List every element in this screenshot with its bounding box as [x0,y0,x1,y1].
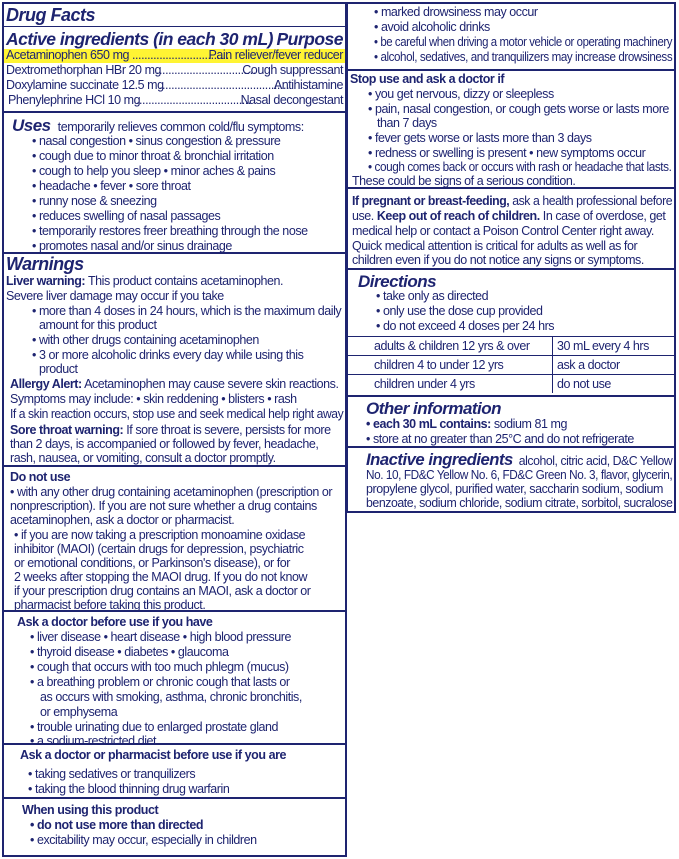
ingredient-purpose: Antihistamine [273,78,343,92]
inactive-heading: Inactive ingredients [366,450,513,469]
uses-item: • nasal congestion • sinus congestion & pressure [32,134,281,148]
when-using-bold-item: • do not use more than directed [30,818,204,832]
liver-warning-line [6,275,283,288]
title-divider [4,26,345,27]
allergy-alert-text: Acetaminophen may cause severe skin reactions. [81,377,339,391]
inactive-line: No. 10, FD&C Yellow No. 6, FD&C Green No. 3, flavor, glycerin, [366,468,673,482]
do-not-use-line: or emotional conditions, or Parkinson's disease), or for [14,556,290,570]
dosage-age: children under 4 yrs [346,375,553,394]
pregnant-section [348,187,674,268]
liver-warning-text: This product contains acetaminophen. [85,274,283,288]
dosage-table [346,336,676,393]
allergy-alert-label: Allergy Alert: [10,377,82,391]
keep-out-label: Keep out of reach of children. [376,209,540,223]
do-not-use-heading: Do not use [10,470,71,484]
liver-bullet: product [39,362,78,376]
do-not-use-line: acetaminophen, ask a doctor or pharmacist. [10,513,235,527]
pregnant-text: use. [352,209,377,223]
ingredient-name: Doxylamine succinate 12.5 mg [6,78,164,92]
uses-section [4,111,345,252]
stop-use-item: • fever gets worse or lasts more than 3 days [368,131,592,145]
do-not-use-line: if your prescription drug contains an MAOI, ask a doctor or [14,584,311,598]
ingredient-row-highlighted [4,49,345,63]
dosage-amount: 30 mL every 4 hrs [553,337,677,356]
stop-use-item: • pain, nasal congestion, or cough gets worse or lasts more [368,102,669,116]
allergy-instruction: If a skin reaction occurs, stop use and seek medical help right away [10,407,344,421]
ask-doctor-item: • trouble urinating due to enlarged prostate gland [30,720,279,734]
liver-warning-line2: Severe liver damage may occur if you take [6,289,224,303]
pregnant-line1 [352,195,672,208]
ask-doctor-item: or emphysema [40,705,118,719]
stop-use-heading: Stop use and ask a doctor if [350,72,505,86]
ask-doctor-item: • cough that occurs with too much phlegm (mucus) [30,660,289,674]
left-column [2,2,347,857]
when-using-heading: When using this product [22,803,159,817]
other-info-label: • each 30 mL contains: [366,417,491,431]
ask-doctor-item: as occurs with smoking, asthma, chronic bronchitis, [40,690,302,704]
uses-item: • reduces swelling of nasal passages [32,209,221,223]
stop-use-footer: These could be signs of a serious condition. [352,174,576,188]
uses-item: • promotes nasal and/or sinus drainage [32,239,232,253]
do-not-use-line: 2 weeks after stopping the MAOI drug. If you do not know [14,570,308,584]
dosage-row [346,375,676,394]
ingredient-name: Phenylephrine HCl 10 mg [8,93,141,107]
leader-dots: ................................. [156,63,256,77]
do-not-use-line: • if you are now taking a prescription monoamine oxidase [14,528,306,542]
stop-use-item: • you get nervous, dizzy or sleepless [368,87,554,101]
when-using-item: • be careful when driving a motor vehicle or operating machinery [374,35,673,49]
when-using-section [4,797,345,855]
do-not-use-section [4,465,345,610]
sore-throat-line [10,424,331,437]
ask-doctor-item: • a sodium-restricted diet [30,734,157,748]
ingredient-purpose: Pain reliever/fever reducer [208,48,343,62]
other-info-heading: Other information [366,399,502,418]
allergy-alert-line [10,378,339,391]
dosage-age: children 4 to under 12 yrs [346,356,553,375]
leader-dots: ................................ [132,48,229,62]
do-not-use-line: pharmacist before taking this product. [14,598,206,612]
when-using-item: • avoid alcoholic drinks [374,20,490,34]
liver-bullet: • more than 4 doses in 24 hours, which is the maximum daily [32,304,342,318]
drug-facts-title: Drug Facts [6,5,96,25]
purpose-heading: Purpose [276,29,343,49]
when-using-item: • excitability may occur, especially in children [30,833,257,847]
when-using-item: • alcohol, sedatives, and tranquilizers may increase drowsiness [374,50,673,64]
pregnant-line2 [352,210,665,223]
ask-pharmacist-item: • taking sedatives or tranquilizers [28,767,196,781]
uses-intro: temporarily relieves common cold/flu symptoms: [57,120,304,134]
ingredient-row [4,64,345,78]
dosage-row [346,356,676,375]
uses-item: • temporarily restores freer breathing through the nose [32,224,308,238]
inactive-line: propylene glycol, purified water, saccharin sodium, sodium [366,482,663,496]
stop-use-item: than 7 days [377,116,437,130]
liver-warning-label: Liver warning: [6,274,86,288]
liver-bullet: • 3 or more alcoholic drinks every day while using this [32,348,304,362]
stop-use-section [348,69,674,187]
pregnant-line: Quick medical attention is critical for adults as well as for [352,239,638,253]
stop-use-item: • redness or swelling is present • new symptoms occur [368,146,646,160]
active-ingredients-section [4,4,345,111]
directions-section [348,268,674,395]
uses-item: • runny nose & sneezing [32,194,157,208]
sore-throat-label: Sore throat warning: [10,423,124,437]
stop-use-item: • cough comes back or occurs with rash or headache that lasts. [368,160,672,174]
ask-doctor-section [4,610,345,748]
inactive-line: benzoate, sodium chloride, sodium citrate, sorbitol, sucralose [366,496,673,510]
sore-throat-cont: rash, nausea, or vomiting, consult a doctor promptly. [10,451,276,465]
pregnant-text: ask a health professional before [509,194,673,208]
uses-item: • headache • fever • sore throat [32,179,191,193]
liver-bullet: amount for this product [39,318,157,332]
dosage-age: adults & children 12 yrs & over [346,337,553,356]
uses-item: • cough due to minor throat & bronchial irritation [32,149,274,163]
inactive-first: alcohol, citric acid, D&C Yellow [518,454,673,468]
inactive-section [348,446,674,511]
uses-heading: Uses [12,116,51,135]
right-column [346,2,676,513]
directions-bullet: • only use the dose cup provided [376,304,543,318]
ask-doctor-heading: Ask a doctor before use if you have [17,615,213,629]
ingredient-name: Acetaminophen 650 mg [6,48,130,62]
directions-bullet: • do not exceed 4 doses per 24 hrs [376,319,555,333]
pregnant-line: medical help or contact a Poison Control Center right away. [352,224,654,238]
when-using-item: • marked drowsiness may occur [374,5,538,19]
ingredient-purpose: Nasal decongestant [240,93,343,107]
ingredient-purpose: Cough suppressant [242,63,343,77]
sore-throat-text: If sore throat is severe, persists for more [123,423,331,437]
ingredient-row [4,94,345,108]
ingredient-row [4,79,345,93]
do-not-use-line: inhibitor (MAOI) (certain drugs for depression, psychiatric [14,542,304,556]
dosage-row [346,337,676,356]
liver-bullet: • with other drugs containing acetaminophen [32,333,259,347]
leader-dots: ........................................... [159,78,289,92]
ask-pharmacist-section [4,743,345,797]
allergy-symptoms: Symptoms may include: • skin reddening • blisters • rash [10,392,297,406]
other-info-line1 [366,418,567,431]
active-ingredients-heading: Active ingredients (in each 30 mL) [6,29,273,49]
ask-pharmacist-item: • taking the blood thinning drug warfarin [28,782,230,796]
uses-intro-line [12,117,304,135]
warnings-heading: Warnings [6,254,84,274]
pregnant-line: children even if you do not notice any signs or symptoms. [352,253,644,267]
warnings-section [4,252,345,465]
ask-doctor-item: • thyroid disease • diabetes • glaucoma [30,645,229,659]
do-not-use-line: • with any other drug containing acetaminophen (prescription or [10,485,333,499]
leader-dots: ...................................... [136,93,251,107]
inactive-line1 [366,451,672,469]
dosage-amount: do not use [553,375,677,394]
sore-throat-cont: than 2 days, is accompanied or followed by fever, headache, [10,437,319,451]
dosage-amount: ask a doctor [553,356,677,375]
ask-pharmacist-heading: Ask a doctor or pharmacist before use if you are [20,748,286,762]
when-using-continued [348,4,674,69]
ingredient-name: Dextromethorphan HBr 20 mg [6,63,162,77]
pregnant-text: In case of overdose, get [539,209,666,223]
do-not-use-line: nonprescription). If you are not sure whether a drug contains [10,499,317,513]
directions-heading: Directions [358,272,437,291]
pregnant-label: If pregnant or breast-feeding, [352,194,510,208]
other-info-text: sodium 81 mg [490,417,567,431]
ask-doctor-item: • a breathing problem or chronic cough that lasts or [30,675,290,689]
ask-doctor-item: • liver disease • heart disease • high blood pressure [30,630,291,644]
other-info-line2: • store at no greater than 25°C and do not refrigerate [366,432,634,446]
uses-item: • cough to help you sleep • minor aches & pains [32,164,276,178]
other-info-section [348,395,674,446]
directions-bullet: • take only as directed [376,289,489,303]
